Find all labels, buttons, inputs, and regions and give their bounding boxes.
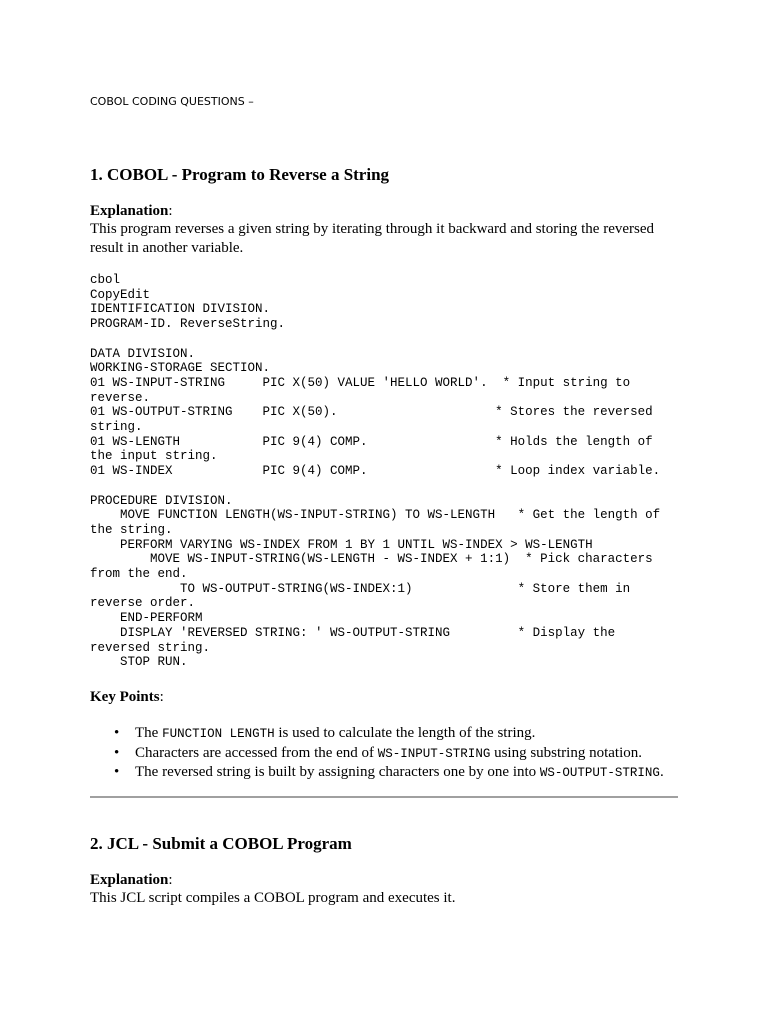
key-point-item (90, 763, 664, 783)
key-points-label-colon: : (159, 689, 164, 705)
section-2-title: 2. JCL - Submit a COBOL Program (90, 834, 352, 853)
key-point-item (90, 724, 664, 744)
key-point-item (90, 744, 664, 764)
key-points-label (90, 688, 164, 706)
cobol-code-block: cbol CopyEdit IDENTIFICATION DIVISION. PROGRAM-ID. ReverseString. DATA DIVISION. WORKING-STORAGE SECTION. 01 WS-INPUT-STRING PIC X(50) VALUE 'HELLO WORLD'. * Input string to reverse. 01 WS-OUTPUT-STRING PIC X(50). * Stores the reversed string. 01 WS-LENGTH PIC 9(4) COMP. * Holds the length of the input string. 01 WS-INDEX PIC 9(4) COMP. * Loop index variable. PROCEDURE DIVISION. MOVE FUNCTION LENGTH(WS-INPUT-STRING) TO WS-LENGTH * Get the length of the string. PERFORM VARYING WS-INDEX FROM 1 BY 1 UNTIL WS-INDEX > WS-LENGTH MOVE WS-INPUT-STRING(WS-LENGTH - WS-INDEX + 1:1) * Pick characters from the end. TO WS-OUTPUT-STRING(WS-INDEX:1) * Store them in reverse order. END-PERFORM DISPLAY 'REVERSED STRING: ' WS-OUTPUT-STRING * Display the reversed string. STOP RUN. (90, 273, 661, 670)
explanation-label-colon: : (168, 203, 173, 219)
section-2-explanation-text: This JCL script compiles a COBOL program and executes it. (90, 890, 456, 906)
horizontal-divider (90, 796, 678, 798)
document-heading: COBOL CODING QUESTIONS – (90, 95, 254, 108)
section-1-title: 1. COBOL - Program to Reverse a String (90, 165, 390, 184)
key-point-code: WS-INPUT-STRING (377, 746, 491, 761)
explanation-label-colon: : (168, 872, 173, 888)
explanation-label-text: Explanation (90, 203, 169, 219)
section-1-explanation-label (90, 202, 173, 220)
key-point-text: The (135, 725, 163, 741)
key-points-list (90, 724, 664, 783)
section-2-explanation-label (90, 871, 173, 889)
key-point-code: WS-OUTPUT-STRING (539, 766, 660, 780)
key-point-text: . (659, 764, 664, 780)
key-point-text: using substring notation. (490, 744, 642, 761)
key-points-label-text: Key Points (90, 689, 160, 705)
key-point-text: is used to calculate the length of the string. (274, 725, 536, 741)
section-1-explanation-text: This program reverses a given string by iterating through it backward and storing the reversed result in another variable. (90, 221, 655, 256)
explanation-label-text: Explanation (90, 872, 169, 888)
key-point-text: Characters are accessed from the end of (135, 744, 378, 761)
key-point-text: The reversed string is built by assigning characters one by one into (135, 764, 540, 780)
key-point-code: FUNCTION LENGTH (162, 727, 275, 741)
